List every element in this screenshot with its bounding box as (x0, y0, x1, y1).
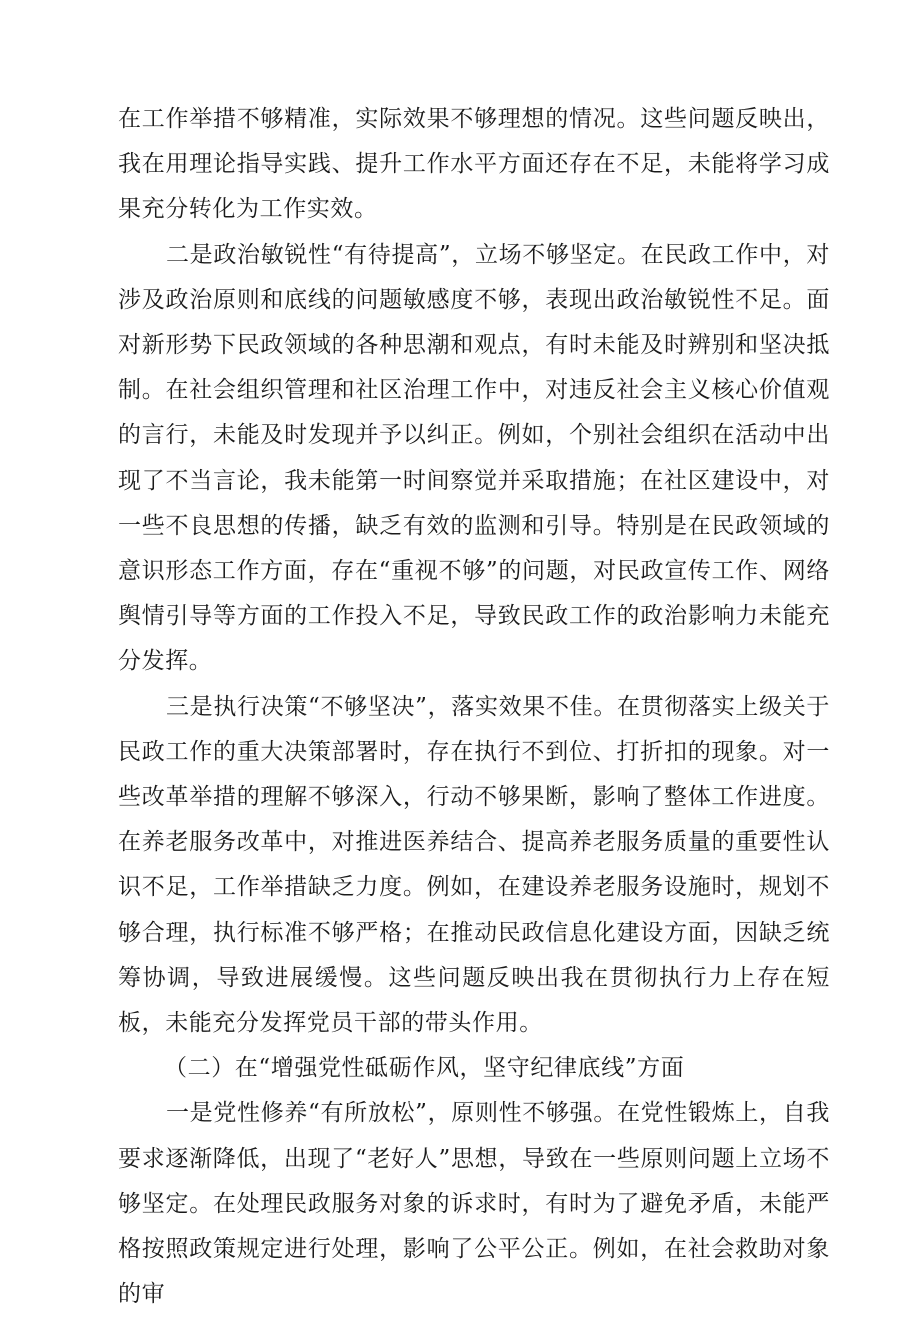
section-heading: （二）在“增强党性砥砺作风，坚守纪律底线”方面 (164, 1055, 685, 1082)
paragraph-political-sensitivity: 二是政治敏锐性“有待提高”，立场不够坚定。在民政工作中，对涉及政治原则和底线的问题敏感度不够，表现出政治敏锐性不足。面对新形势下民政领域的各种思潮和观点，有时未能及时辨别和坚决抵制。在社会组织管理和社区治理工作中，对违反社会主义核心价值观的言行，未能及时发现并予以纠正。例如，个别社会组织在活动中出现了不当言论，我未能第一时间察觉并采取措施；在社区建设中，对一些不良思想的传播，缺乏有效的监测和引导。特别是在民政领域的意识形态工作方面，存在“重视不够”的问题，对民政宣传工作、网络舆情引导等方面的工作投入不足，导致民政工作的政治影响力未能充分发挥。 (118, 241, 830, 675)
document-body (118, 97, 830, 1317)
paragraph-continuation: 在工作举措不够精准，实际效果不够理想的情况。这些问题反映出，我在用理论指导实践、提升工作水平方面还存在不足，未能将学习成果充分转化为工作实效。 (118, 106, 830, 223)
paragraph-decision-execution: 三是执行决策“不够坚决”，落实效果不佳。在贯彻落实上级关于民政工作的重大决策部署时，存在执行不到位、打折扣的现象。对一些改革举措的理解不够深入，行动不够果断，影响了整体工作进度。在养老服务改革中，对推进医养结合、提高养老服务质量的重要性认识不足，工作举措缺乏力度。例如，在建设养老服务设施时，规划不够合理，执行标准不够严格；在推动民政信息化建设方面，因缺乏统筹协调，导致进展缓慢。这些问题反映出我在贯彻执行力上存在短板，未能充分发挥党员干部的带头作用。 (118, 693, 830, 1037)
paragraph-party-cultivation: 一是党性修养“有所放松”，原则性不够强。在党性锻炼上，自我要求逐渐降低，出现了“老好人”思想，导致在一些原则问题上立场不够坚定。在处理民政服务对象的诉求时，有时为了避免矛盾，未能严格按照政策规定进行处理，影响了公平公正。例如，在社会救助对象的审 (118, 1100, 830, 1308)
